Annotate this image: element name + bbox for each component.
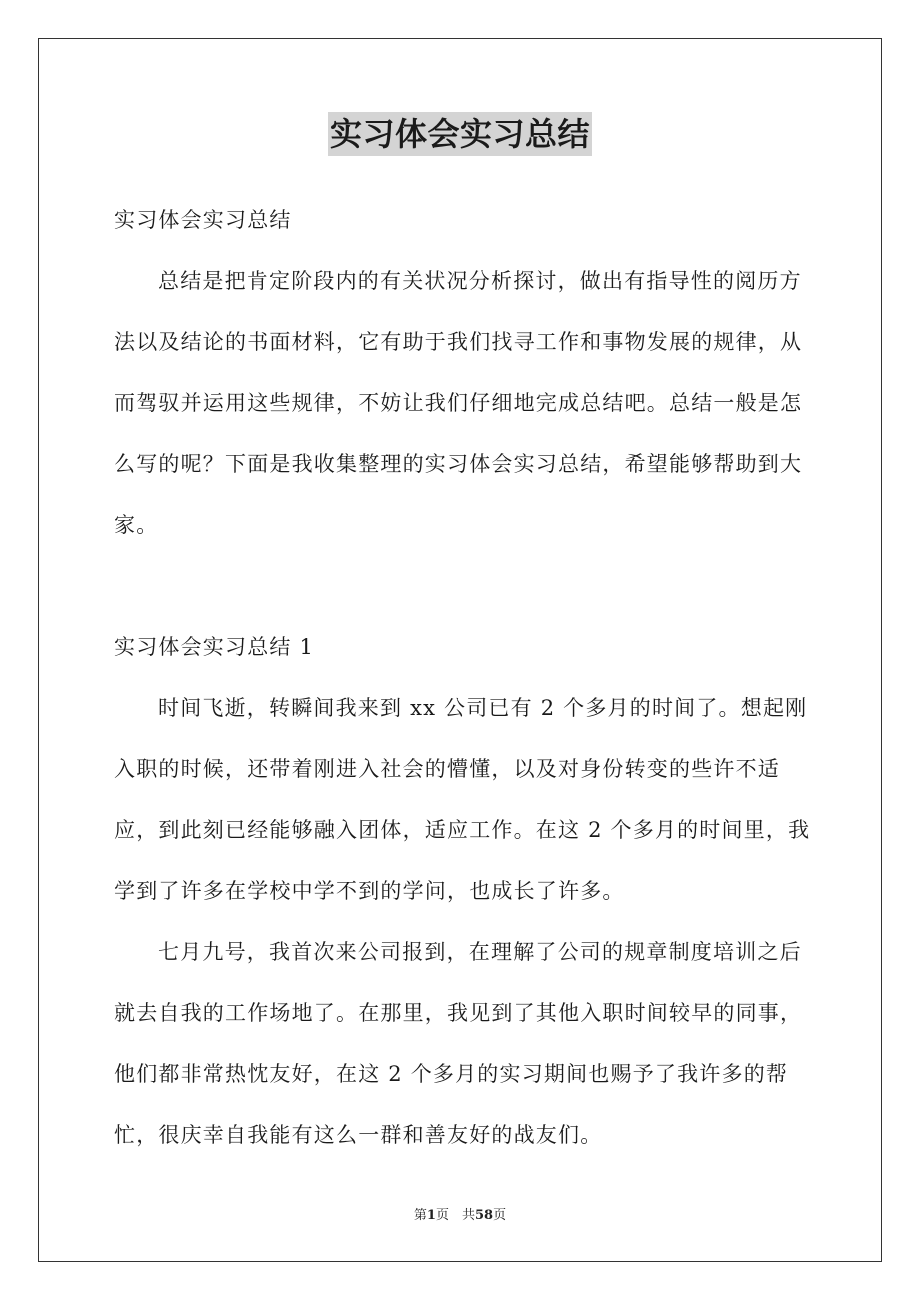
footer-suffix: 页: [493, 1208, 507, 1223]
footer-total-pages: 58: [474, 1208, 494, 1223]
document-title: 实习体会实习总结: [328, 112, 592, 156]
document-body: [114, 190, 814, 1166]
section-1-paragraph-1: 时间飞逝，转瞬间我来到 xx 公司已有 2 个多月的时间了。想起刚入职的时候，还带着刚进入社会的懵懂，以及对身份转变的些许不适应，到此刻已经能够融入团体，适应工作。在这 2 个多月的时间里，我学到了许多在学校中学不到的学问，也成长了许多。: [114, 696, 811, 903]
footer-prefix: 第: [413, 1208, 427, 1223]
section-heading-1: 实习体会实习总结 1: [114, 635, 315, 659]
footer-middle: 页 共: [435, 1208, 475, 1223]
paragraph-gap: [114, 556, 814, 617]
footer-current-page: 1: [426, 1208, 436, 1223]
section-heading-intro: 实习体会实习总结: [114, 208, 292, 232]
section-1-paragraph-2: 七月九号，我首次来公司报到，在理解了公司的规章制度培训之后就去自我的工作场地了。在那里，我见到了其他入职时间较早的同事，他们都非常热忱友好，在这 2 个多月的实习期间也赐予了我许多的帮忙，很庆幸自我能有这么一群和善友好的战友们。: [114, 940, 803, 1147]
title-container: [0, 112, 920, 156]
intro-paragraph: 总结是把肯定阶段内的有关状况分析探讨，做出有指导性的阅历方法以及结论的书面材料，它有助于我们找寻工作和事物发展的规律，从而驾驭并运用这些规律，不妨让我们仔细地完成总结吧。总结一般是怎么写的呢？下面是我收集整理的实习体会实习总结，希望能够帮助到大家。: [114, 269, 803, 537]
page-footer: [0, 1206, 920, 1226]
